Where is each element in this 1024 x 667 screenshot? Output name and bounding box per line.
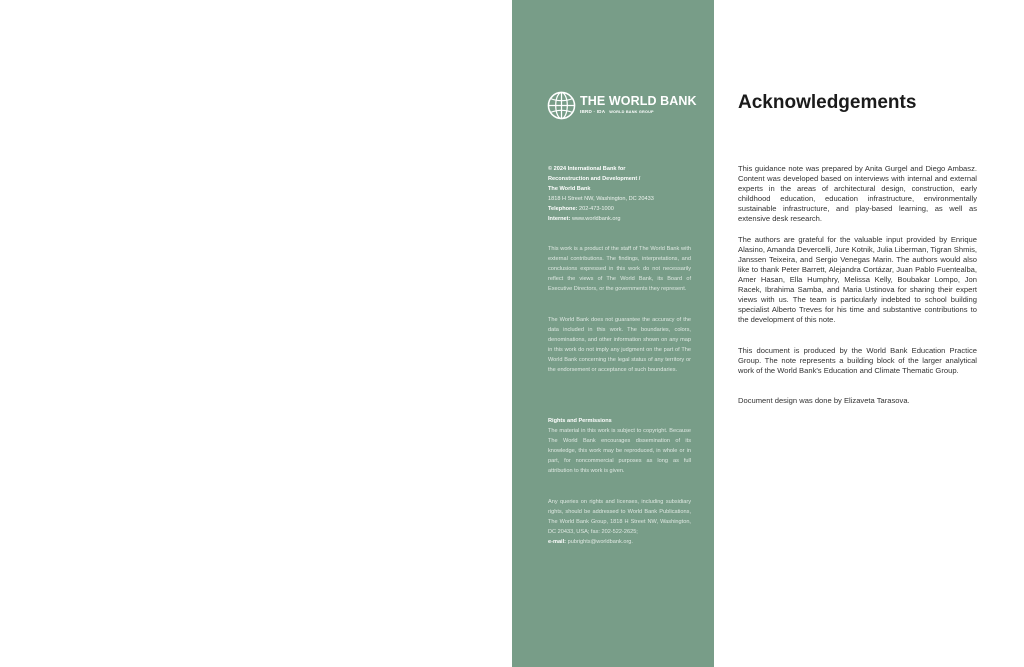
internet-link[interactable]: www.worldbank.org bbox=[571, 216, 621, 222]
telephone-value: 202-473-1000 bbox=[578, 206, 614, 212]
ack-paragraph-3 bbox=[738, 346, 977, 376]
logo-name: THE WORLD BANK bbox=[580, 93, 697, 108]
ack-paragraph-4 bbox=[738, 396, 977, 406]
email-link[interactable]: pubrights@worldbank.org. bbox=[567, 539, 633, 545]
disclaimer-2-text: The World Bank does not guarantee the accuracy of the data included in this work. The boundaries, colors, denominations, and other information shown on any map in this work do not imply any judgment on the part of The World Bank concerning the legal status of any territory or the endorsement or acceptance of such boundaries. bbox=[548, 317, 691, 373]
copyright-line2: Reconstruction and Development / bbox=[548, 176, 641, 182]
copyright-line1: © 2024 International Bank for bbox=[548, 166, 626, 172]
ack-paragraph-1 bbox=[738, 164, 977, 224]
globe-icon bbox=[547, 91, 576, 120]
page-title: Acknowledgements bbox=[738, 92, 917, 113]
disclaimer-paragraph-2 bbox=[548, 315, 691, 375]
internet-label: Internet: bbox=[548, 216, 571, 222]
ack-paragraph-2-text: The authors are grateful for the valuable input provided by Enrique Alasino, Amanda Devercelli, Jure Kotnik, Julia Liberman, Tigran Shmis, Janssen Teixeira, and Sergio Venegas Marin. The authors would also like to thank Peter Barrett, Alejandra Cortázar, Juan Pablo Fuentealba, Amer Hasan, Ella Humphry, Melissa Kelly, Boubakar Lompo, Jon Racek, Ibrahima Samba, and Maria Ustinova for sharing their expert views with us. The team is particularly indebted to school building specialist Alberto Treves for his time and substantive contributions to the development of this note. bbox=[738, 235, 977, 324]
rights-text: The material in this work is subject to copyright. Because The World Bank encourages dissemination of its knowledge, this work may be reproduced, in whole or in part, for noncommercial purposes as long as full attribution to this work is given. bbox=[548, 428, 691, 474]
copyright-line3: The World Bank bbox=[548, 186, 591, 192]
copyright-address: 1818 H Street NW, Washington, DC 20433 bbox=[548, 196, 654, 202]
logo-group: WORLD BANK GROUP bbox=[609, 109, 654, 114]
world-bank-logo bbox=[547, 90, 697, 120]
email-label: e-mail: bbox=[548, 539, 567, 545]
copyright-block bbox=[548, 164, 691, 224]
ack-paragraph-1-text: This guidance note was prepared by Anita Gurgel and Diego Ambasz. Content was developed based on interviews with internal and external experts in the areas of architectural design, construction, early childhood education, education infrastructure, environmentally sustainable infrastructure, and play-based learning, as well as extensive desk research. bbox=[738, 164, 977, 223]
disclaimer-1-text: This work is a product of the staff of The World Bank with external contributions. The findings, interpretations, and conclusions expressed in this work do not necessarily reflect the views of The World Bank, its Board of Executive Directors, or the governments they represent. bbox=[548, 246, 691, 292]
rights-block bbox=[548, 416, 691, 476]
rights-heading: Rights and Permissions bbox=[548, 418, 612, 424]
ack-paragraph-4-text: Document design was done by Elizaveta Tarasova. bbox=[738, 396, 910, 405]
queries-text: Any queries on rights and licenses, including subsidiary rights, should be addressed to World Bank Publications, The World Bank Group, 1818 H Street NW, Washington, DC 20433, USA; fax: 202-522-2625; bbox=[548, 499, 691, 535]
ack-paragraph-3-text: This document is produced by the World Bank Education Practice Group. The note represents a building block of the larger analytical work of the World Bank's Education and Climate Thematic Group. bbox=[738, 346, 977, 375]
telephone-label: Telephone: bbox=[548, 206, 578, 212]
logo-subtitle bbox=[580, 108, 697, 116]
disclaimer-paragraph-1 bbox=[548, 244, 691, 294]
queries-block bbox=[548, 497, 691, 547]
logo-sub: IBRD · IDA bbox=[580, 108, 606, 114]
ack-paragraph-2 bbox=[738, 235, 977, 325]
